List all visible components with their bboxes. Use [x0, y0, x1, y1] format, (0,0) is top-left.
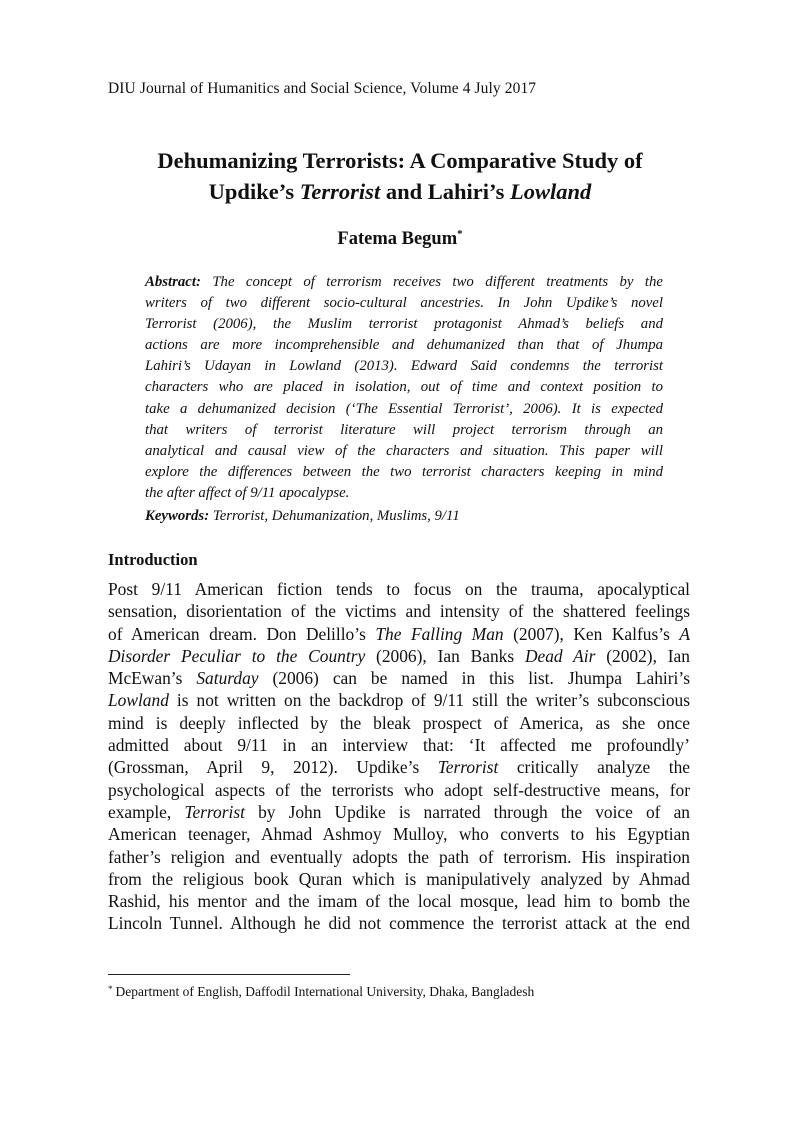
body-line — [108, 756, 690, 778]
abstract-line: explore the differences between the two terrorist characters keeping in mind — [145, 463, 663, 480]
body-italic: Terrorist — [437, 757, 499, 778]
body-italic: Lowland — [108, 690, 169, 711]
body-text: McEwan’s — [108, 668, 197, 689]
body-text: by John Updike is narrated through the voice of an — [244, 801, 690, 822]
title-italic-lowland: Lowland — [510, 179, 592, 204]
keywords-label: Keywords: — [145, 508, 210, 524]
body-line: Post 9/11 American fiction tends to focus on the trauma, apocalyptical — [108, 579, 690, 599]
body-line: father’s religion and eventually adopts the path of terrorism. His inspiration — [108, 846, 690, 867]
author-name: Fatema Begum — [337, 229, 458, 249]
body-line: psychological aspects of the terrorists who adopt self-destructive means, for — [108, 779, 690, 800]
body-line — [108, 645, 690, 667]
body-italic: Disorder Peculiar to the Country — [108, 645, 366, 666]
running-head: DIU Journal of Humanitics and Social Science, Volume 4 July 2017 — [108, 80, 537, 97]
abstract-line: actions are more incomprehensible and dehumanized than that of Jhumpa — [145, 337, 663, 354]
abstract-line — [145, 272, 663, 293]
body-text: is not written on the backdrop of 9/11 still the writer’s subconscious — [168, 690, 690, 711]
section-heading-introduction: Introduction — [108, 550, 198, 569]
paper-title — [108, 145, 692, 207]
body-line: American teenager, Ahmad Ashmoy Mulloy, who converts to his Egyptian — [108, 824, 690, 845]
footnote-marker: * — [108, 984, 113, 994]
body-line: from the religious book Quran which is manipulatively analyzed by Ahmad — [108, 868, 690, 889]
title-italic-terrorist: Terrorist — [299, 179, 381, 204]
body-text: (Grossman, April 9, 2012). Updike’s — [108, 757, 438, 778]
body-line — [108, 667, 690, 689]
body-line: sensation, disorientation of the victims and intensity of the shattered feelings — [108, 601, 690, 622]
title-line-2 — [108, 176, 692, 207]
abstract-line: writers of two different socio-cultural ancestries. In John Updike’s novel — [145, 295, 663, 312]
body-line: Rashid, his mentor and the imam of the local mosque, lead him to bomb the — [108, 891, 690, 912]
title-text: Updike’s — [208, 179, 300, 204]
body-text: (2006), Ian Banks — [365, 645, 525, 666]
footnote-divider — [108, 974, 350, 975]
body-line: Lincoln Tunnel. Although he did not commence the terrorist attack at the end — [108, 913, 690, 934]
body-italic: Terrorist — [184, 801, 245, 822]
body-line — [108, 689, 690, 711]
abstract-line: the after affect of 9/11 apocalypse. — [145, 484, 350, 501]
body-italic: Dead Air — [524, 645, 596, 666]
title-line-1: Dehumanizing Terrorists: A Comparative Study of — [157, 148, 643, 173]
body-paragraph — [108, 578, 690, 935]
body-line: admitted about 9/11 in an interview that: ‘It affected me profoundly’ — [108, 735, 690, 756]
abstract-line: analytical and causal view of the characters and situation. This paper will — [145, 442, 663, 459]
body-text: (2006) can be named in this list. Jhumpa Lahiri’s — [258, 668, 690, 689]
footnote — [108, 984, 534, 1000]
body-line — [108, 623, 690, 645]
abstract-line: characters who are placed in isolation, out of time and context position to — [145, 379, 663, 396]
body-text: example, — [108, 801, 185, 822]
body-line — [108, 801, 690, 823]
keywords-text: Terrorist, Dehumanization, Muslims, 9/11 — [209, 508, 460, 524]
body-text: (2002), Ian — [595, 645, 690, 666]
body-line: mind is deeply inflected by the bleak prospect of America, as she once — [108, 712, 690, 733]
abstract-line: Terrorist (2006), the Muslim terrorist protagonist Ahmad’s beliefs and — [145, 316, 663, 333]
body-italic: Saturday — [196, 668, 259, 689]
abstract-label: Abstract: — [145, 274, 201, 290]
abstract — [145, 272, 663, 504]
body-text: critically analyze the — [498, 757, 690, 778]
keywords — [145, 508, 460, 525]
abstract-line: take a dehumanized decision (‘The Essential Terrorist’, 2006). It is expected — [145, 400, 663, 417]
abstract-line: Lahiri’s Udayan in Lowland (2013). Edward Said condemns the terrorist — [145, 358, 663, 375]
body-text: of American dream. Don Delillo’s The Falling Man (2007), Ken Kalfus’s A — [108, 623, 690, 644]
author — [108, 228, 692, 250]
title-text: and Lahiri’s — [380, 179, 511, 204]
author-footnote-marker[interactable]: * — [457, 228, 463, 240]
abstract-text: The concept of terrorism receives two different treatments by the — [200, 274, 663, 290]
footnote-text: Department of English, Daffodil International University, Dhaka, Bangladesh — [115, 984, 535, 999]
abstract-line: that writers of terrorist literature will project terrorism through an — [145, 421, 663, 438]
